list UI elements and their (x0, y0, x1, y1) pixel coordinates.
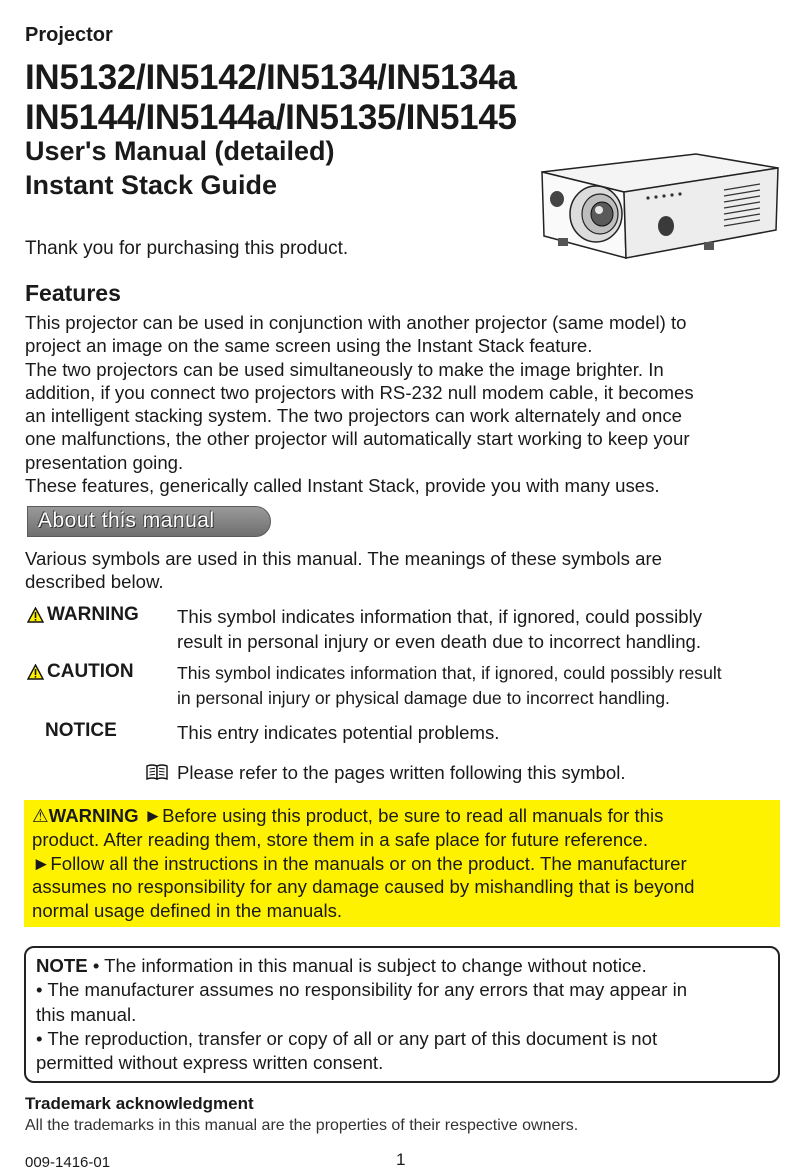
warning-box-line: assumes no responsibility for any damage caused by mishandling that is beyond (32, 876, 695, 898)
features-line: These features, generically called Instant Stack, provide you with many uses. (25, 475, 660, 497)
about-manual-tab (27, 506, 271, 537)
caution-symbol-label (27, 661, 134, 683)
note-label: NOTE (36, 955, 88, 976)
features-line: The two projectors can be used simultaneously to make the image brighter. In (25, 358, 664, 380)
warning-box-line: product. After reading them, store them in a safe place for future reference. (32, 828, 648, 850)
trademark-heading: Trademark acknowledgment (25, 1094, 254, 1113)
model-list-line-1: IN5132/IN5142/IN5134/IN5134a (25, 58, 517, 97)
notice-label: NOTICE (45, 720, 117, 741)
symbol-row-notice (25, 720, 795, 746)
notice-description: This entry indicates potential problems. (177, 722, 500, 743)
reference-description: Please refer to the pages written following this symbol. (177, 762, 626, 783)
note-box (24, 946, 780, 1083)
caution-triangle-icon (27, 664, 44, 680)
features-line: presentation going. (25, 451, 184, 473)
caution-description-line: in personal injury or physical damage due to incorrect handling. (177, 688, 670, 708)
caution-description (177, 661, 722, 711)
symbol-row-reference (25, 760, 795, 786)
document-code: 009-1416-01 (25, 1154, 111, 1171)
symbol-row-warning (25, 604, 795, 656)
product-category: Projector (25, 24, 113, 46)
features-body (25, 311, 694, 497)
note-line: • The manufacturer assumes no responsibility for any errors that may appear in (36, 979, 688, 1001)
note-line: permitted without express written consent. (36, 1052, 384, 1074)
symbols-intro (25, 547, 662, 594)
note-line (36, 954, 768, 978)
warning-notice-box (24, 800, 780, 927)
warning-box-line-text: ►Before using this product, be sure to read all manuals for this (143, 805, 664, 826)
about-manual-tab-label: About this manual (38, 509, 215, 532)
warning-box-label: WARNING (48, 805, 139, 826)
note-line-text: • The information in this manual is subject to change without notice. (87, 955, 647, 976)
trademark-text: All the trademarks in this manual are the properties of their respective owners. (25, 1117, 579, 1134)
projector-illustration (528, 150, 788, 275)
thank-you-text: Thank you for purchasing this product. (25, 238, 349, 259)
warning-symbol-label (27, 604, 139, 626)
warning-label: WARNING (47, 604, 139, 625)
features-heading: Features (25, 280, 121, 306)
page-number: 1 (396, 1150, 406, 1169)
warning-box-line: ►Follow all the instructions in the manuals or on the product. The manufacturer (32, 852, 687, 874)
manual-subtitle: Instant Stack Guide (25, 170, 278, 200)
model-list-line-2: IN5144/IN5144a/IN5135/IN5145 (25, 98, 517, 137)
note-line: this manual. (36, 1003, 137, 1025)
features-line: one malfunctions, the other projector will automatically start working to keep your (25, 428, 690, 450)
warning-triangle-icon (27, 607, 44, 623)
manual-title: User's Manual (detailed) (25, 136, 335, 166)
caution-label: CAUTION (47, 661, 134, 682)
symbols-intro-line: described below. (25, 571, 164, 593)
features-line: addition, if you connect two projectors with RS-232 null modem cable, it becomes (25, 381, 694, 403)
warning-box-line: normal usage defined in the manuals. (32, 900, 343, 922)
note-line: • The reproduction, transfer or copy of all or any part of this document is not (36, 1027, 658, 1049)
features-line: project an image on the same screen using the Instant Stack feature. (25, 335, 593, 357)
warning-box-icon: ⚠ (32, 805, 49, 826)
symbols-intro-line: Various symbols are used in this manual. The meanings of these symbols are (25, 548, 662, 569)
features-line: an intelligent stacking system. The two projectors can work alternately and once (25, 405, 682, 427)
book-reference-icon (145, 763, 169, 781)
warning-description (177, 604, 702, 654)
features-line: This projector can be used in conjunction with another projector (same model) to (25, 312, 687, 333)
warning-box-line (32, 804, 772, 828)
warning-description-line: This symbol indicates information that, if ignored, could possibly (177, 606, 703, 627)
symbol-row-caution (25, 661, 795, 713)
caution-description-line: This symbol indicates information that, if ignored, could possibly result (177, 663, 722, 683)
warning-description-line: result in personal injury or even death due to incorrect handling. (177, 631, 702, 652)
